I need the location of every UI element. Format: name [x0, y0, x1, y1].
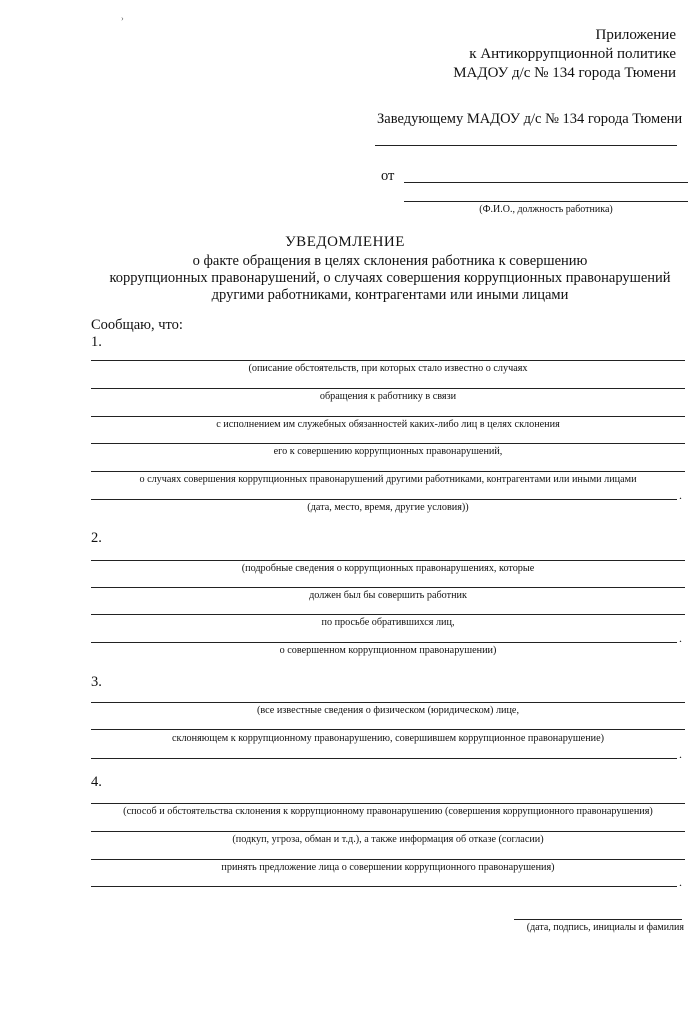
section-4-caption-2: (подкуп, угроза, обман и т.д.), а также информация об отказе (согласии)	[232, 834, 544, 845]
section-3-number: 3.	[91, 674, 102, 690]
section-2-number: 2.	[91, 530, 102, 546]
section-2-line	[91, 614, 685, 615]
section-3-period: .	[679, 747, 682, 761]
section-2-caption-2: должен был бы совершить работник	[309, 590, 467, 601]
section-4-line	[91, 831, 685, 832]
section-2-caption-1: (подробные сведения о коррупционных правонарушениях, которые	[241, 563, 535, 574]
section-1-line	[91, 499, 677, 500]
annex-line-2: к Антикоррупционной политике	[469, 46, 676, 62]
section-4-caption-1: (способ и обстоятельства склонения к коррупционному правонарушению (совершения коррупционного правонарушения)	[123, 806, 653, 817]
section-4-line	[91, 886, 677, 887]
section-3-caption-2: склоняющем к коррупционному правонарушению, совершившем коррупционное правонарушение)	[171, 733, 605, 744]
section-1-line	[91, 388, 685, 389]
from-line-2	[404, 201, 688, 202]
section-1-line	[91, 416, 685, 417]
section-3-caption-1: (все известные сведения о физическом (юридическом) лице,	[257, 705, 519, 716]
section-2-caption-4: о совершенном коррупционном правонарушении)	[279, 645, 497, 656]
section-1-line	[91, 443, 685, 444]
section-4-caption-3: принять предложение лица о совершении коррупционного правонарушения)	[221, 862, 555, 873]
section-1-caption-1: (описание обстоятельств, при которых стало известно о случаях	[248, 363, 528, 374]
addressee-to: Заведующему МАДОУ д/с № 134 города Тюмени	[377, 111, 683, 127]
section-3-line	[91, 729, 685, 730]
section-1-line	[91, 471, 685, 472]
section-1-period: .	[679, 488, 682, 502]
section-1-number: 1.	[91, 334, 102, 350]
subtitle-line-2: коррупционных правонарушений, о случаях совершения коррупционных правонарушений	[109, 270, 671, 286]
annex-line-3: МАДОУ д/с № 134 города Тюмени	[453, 65, 676, 81]
section-4-period: .	[679, 875, 682, 889]
intro-text: Сообщаю, что:	[91, 317, 183, 333]
signature-line	[514, 919, 682, 920]
signature-hint: (дата, подпись, инициалы и фамилия	[526, 922, 684, 933]
section-4-number: 4.	[91, 774, 102, 790]
from-line-1	[404, 182, 688, 183]
annex-line-1: Приложение	[595, 27, 676, 43]
addressee-line	[375, 145, 677, 146]
section-3-line	[91, 758, 677, 759]
document-title: УВЕДОМЛЕНИЕ	[285, 234, 405, 250]
section-4-line	[91, 859, 685, 860]
from-hint: (Ф.И.О., должность работника)	[479, 204, 613, 215]
section-4-line	[91, 803, 685, 804]
subtitle-line-3: другими работниками, контрагентами или иными лицами	[211, 287, 569, 303]
section-2-period: .	[679, 631, 682, 645]
section-1-caption-4: его к совершению коррупционных правонарушений,	[273, 446, 503, 457]
section-2-line	[91, 587, 685, 588]
section-3-line	[91, 702, 685, 703]
section-2-caption-3: по просьбе обратившихся лиц,	[321, 617, 455, 628]
section-2-line	[91, 642, 677, 643]
section-1-caption-2: обращения к работнику в связи	[319, 391, 457, 402]
section-1-caption-5: о случаях совершения коррупционных правонарушений другими работниками, контрагентами или иными лицами	[139, 474, 637, 485]
section-1-line	[91, 360, 685, 361]
section-1-caption-3: с исполнением им служебных обязанностей каких-либо лиц в целях склонения	[216, 419, 560, 430]
subtitle-line-1: о факте обращения в целях склонения работника к совершению	[192, 253, 588, 269]
section-1-caption-6: (дата, место, время, другие условия))	[307, 502, 469, 513]
section-2-line	[91, 560, 685, 561]
from-label: от	[381, 168, 395, 184]
scan-mark: ›	[121, 14, 124, 23]
